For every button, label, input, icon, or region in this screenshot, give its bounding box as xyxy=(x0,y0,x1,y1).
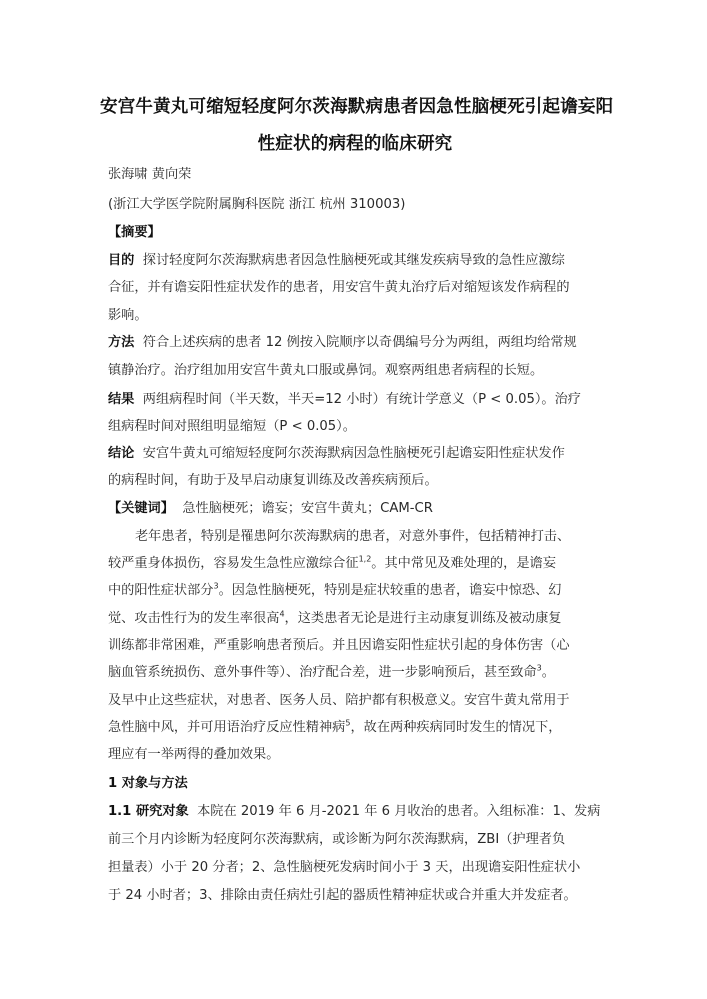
paper-title-line-1: 安宫牛黄丸可缩短轻度阿尔茨海默病患者因急性脑梗死引起谵妄阳 xyxy=(100,97,614,117)
body-text: ，故在两种疾病同时发生的情况下， xyxy=(350,720,562,735)
paper-title-line-2: 性症状的病程的临床研究 xyxy=(257,134,453,154)
body-line xyxy=(108,661,555,680)
abstract-heading: 【摘要】 xyxy=(108,225,161,240)
abstract-purpose-label: 目的 xyxy=(108,253,135,268)
abstract-method-text: 符合上述疾病的患者 12 例按入院顺序以奇偶编号分为两组，两组均给常规 xyxy=(142,335,577,350)
body-text: 中的阳性症状部分 xyxy=(108,583,214,598)
abstract-conclusion-label: 结论 xyxy=(108,446,135,461)
body-text: 。因急性脑梗死，特别是症状较重的患者，谵妄中惊恐、幻 xyxy=(218,583,562,598)
body-line xyxy=(108,607,561,626)
abstract-result-label: 结果 xyxy=(108,392,135,407)
body-text: 。其中常见及难处理的，是谵妄 xyxy=(371,556,556,571)
abstract-method-line: 镇静治疗。治疗组加用安宫牛黄丸口服或鼻饲。观察两组患者病程的长短。 xyxy=(108,363,544,378)
abstract-purpose-line: 影响。 xyxy=(108,308,148,323)
citation: 4 xyxy=(279,609,285,619)
body-line: 及早中止这些症状，对患者、医务人员、陪护都有积极意义。安宫牛黄丸常用于 xyxy=(108,693,570,708)
citation: 3 xyxy=(536,663,542,673)
section-body-line: 前三个月内诊断为轻度阿尔茨海默病，或诊断为阿尔茨海默病，ZBI（护理者负 xyxy=(108,832,566,847)
body-line: 训练都非常困难，严重影响患者预后。并且因谵妄阳性症状引起的身体伤害（心 xyxy=(108,638,570,653)
section-body-line: 担量表）小于 20 分者；2、急性脑梗死发病时间小于 3 天，出现谵妄阳性症状小 xyxy=(108,860,581,875)
section-body-line: 于 24 小时者；3、排除由责任病灶引起的器质性精神症状或合并重大并发症者。 xyxy=(108,888,577,903)
keywords-line xyxy=(108,497,433,516)
abstract-method-line xyxy=(108,331,577,350)
abstract-purpose-line xyxy=(108,249,565,268)
abstract-purpose-text: 探讨轻度阿尔茨海默病患者因急性脑梗死或其继发疾病导致的急性应激综 xyxy=(142,253,565,268)
citation: 1,2 xyxy=(358,554,372,564)
affiliation: (浙江大学医学院附属胸科医院 浙江 杭州 310003) xyxy=(108,197,406,212)
abstract-conclusion-text: 安宫牛黄丸可缩短轻度阿尔茨海默病因急性脑梗死引起谵妄阳性症状发作 xyxy=(142,446,565,461)
keywords-label: 【关键词】 xyxy=(108,501,174,516)
abstract-result-text: 两组病程时间（半天数，半天=12 小时）有统计学意义（P < 0.05）。治疗 xyxy=(142,392,581,407)
body-text: ，这类患者无论是进行主动康复训练及被动康复 xyxy=(284,611,562,626)
abstract-result-line xyxy=(108,388,581,407)
section-body-line xyxy=(108,800,600,819)
abstract-conclusion-line: 的病程时间，有助于及早启动康复训练及改善疾病预后。 xyxy=(108,473,438,488)
body-text: 较严重身体损伤，容易发生急性应激综合征 xyxy=(108,556,359,571)
authors: 张海啸 黄向荣 xyxy=(108,167,192,182)
section-heading: 1 对象与方法 xyxy=(108,776,188,791)
abstract-conclusion-line xyxy=(108,442,565,461)
subsection-label: 1.1 研究对象 xyxy=(108,804,189,819)
abstract-method-label: 方法 xyxy=(108,335,135,350)
body-line xyxy=(108,579,561,598)
abstract-purpose-line: 合征，并有谵妄阳性症状发作的患者，用安宫牛黄丸治疗后对缩短该发作病程的 xyxy=(108,280,570,295)
body-text: 觉、攻击性行为的发生率很高 xyxy=(108,611,280,626)
citation: 5 xyxy=(345,718,351,728)
abstract-result-line: 组病程时间对照组明显缩短（P < 0.05）。 xyxy=(108,419,356,434)
body-line: 理应有一举两得的叠加效果。 xyxy=(108,747,280,762)
body-text: 。 xyxy=(541,665,555,680)
body-text: 脑血管系统损伤、意外事件等）、治疗配合差，进一步影响预后，甚至致命 xyxy=(108,665,537,680)
body-line xyxy=(108,716,561,735)
section-body-text: 本院在 2019 年 6 月-2021 年 6 月收治的患者。入组标准：1、发病 xyxy=(197,804,601,819)
body-line: 老年患者，特别是罹患阿尔茨海默病的患者，对意外事件，包括精神打击、 xyxy=(135,529,571,544)
citation: 3 xyxy=(213,581,219,591)
keywords-text: 急性脑梗死；谵妄；安宫牛黄丸；CAM-CR xyxy=(182,501,433,516)
body-line xyxy=(108,552,556,571)
body-text: 急性脑中风，并可用语治疗反应性精神病 xyxy=(108,720,346,735)
